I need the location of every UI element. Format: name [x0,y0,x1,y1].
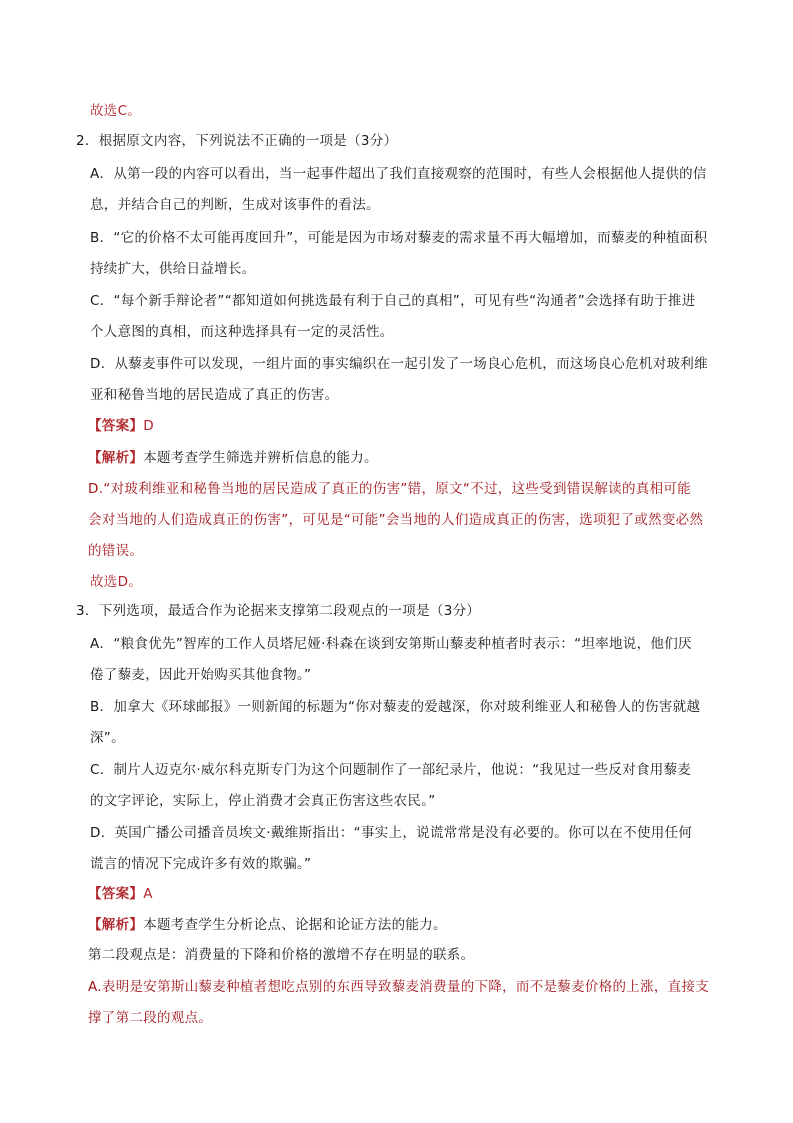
q3-answer [88,884,153,904]
q2-analysis-line2: 会对当地的人们造成真正的伤害”，可见是“可能”会当地的人们造成真正的伤害，选项犯了或然变必然 [88,512,704,528]
q2-analysis [88,448,378,468]
q2-analysis-line3: 的错误。 [88,543,144,559]
question-3-stem: 3．下列选项，最适合作为论据来支撑第二段观点的一项是（3分） [76,603,481,619]
q3-analysis-line1: A.表明是安第斯山藜麦种植者想吃点别的东西导致藜麦消费量的下降，而不是藜麦价格的上涨，直接支 [88,979,710,995]
answer-value: D [143,418,154,434]
q3-option-d-line1: D．英国广播公司播音员埃文·戴维斯指出：“事实上，说谎常常是没有必要的。你可以在不使用任何 [90,825,693,841]
q2-option-a-line1: A．从第一段的内容可以看出，当一起事件超出了我们直接观察的范围时，有些人会根据他人提供的信 [90,166,707,182]
q3-option-a-line2: 倦了藜麦，因此开始购买其他食物。” [90,667,312,683]
q2-option-b-line1: B．“它的价格不太可能再度回升”，可能是因为市场对藜麦的需求量不再大幅增加，而藜麦的种植面积 [90,230,708,246]
q2-option-c-line2: 个人意图的真相，而这种选择具有一定的灵活性。 [90,324,394,340]
q2-option-c-line1: C．“每个新手辩论者”“都知道如何挑选最有利于自己的真相”，可见有些“沟通者”会选择有助于推进 [90,293,696,309]
q2-option-a-line2: 息，并结合自己的判断，生成对该事件的看法。 [90,197,380,213]
q3-analysis-line2: 撑了第二段的观点。 [88,1010,213,1026]
answer-tag: 【答案】 [88,418,144,434]
q2-option-b-line2: 持续扩大，供给日益增长。 [90,261,256,277]
question-2-stem: 2．根据原文内容，下列说法不正确的一项是（3分） [76,133,398,149]
answer-value: A [143,886,153,902]
analysis-text: 本题考查学生筛选并辨析信息的能力。 [143,450,378,466]
q3-option-c-line1: C．制片人迈克尔·威尔科克斯专门为这个问题制作了一部纪录片，他说：“我见过一些反对食用藜麦 [90,762,692,778]
q2-analysis-line1: D.“对玻利维亚和秘鲁当地的居民造成了真正的伤害”错，原文“不过，这些受到错误解读的真相可能 [88,481,691,497]
q3-option-b-line1: B．加拿大《环球邮报》一则新闻的标题为“你对藜麦的爱越深，你对玻利维亚人和秘鲁人的伤害就越 [90,699,701,715]
analysis-tag: 【解析】 [88,450,144,466]
q2-option-d-line1: D．从藜麦事件可以发现，一组片面的事实编织在一起引发了一场良心危机，而这场良心危机对玻利维 [90,356,708,372]
conclusion-q1: 故选C。 [90,103,142,119]
q2-option-d-line2: 亚和秘鲁当地的居民造成了真正的伤害。 [90,387,339,403]
analysis-tag: 【解析】 [88,917,144,933]
answer-tag: 【答案】 [88,886,144,902]
analysis-text: 本题考查学生分析论点、论据和论证方法的能力。 [143,917,447,933]
q2-answer [88,416,154,436]
q3-analysis-viewpoint: 第二段观点是：消费量的下降和价格的激增不存在明显的联系。 [88,947,475,963]
conclusion-q2: 故选D。 [90,574,143,590]
q3-analysis [88,915,447,935]
q3-option-a-line1: A．“粮食优先”智库的工作人员塔尼娅·科森在谈到安第斯山藜麦种植者时表示：“坦率地说，他们厌 [90,636,692,652]
q3-option-d-line2: 谎言的情况下完成许多有效的欺骗。” [90,856,312,872]
q3-option-b-line2: 深”。 [90,730,125,746]
q3-option-c-line2: 的文字评论，实际上，停止消费才会真正伤害这些农民。” [90,793,436,809]
